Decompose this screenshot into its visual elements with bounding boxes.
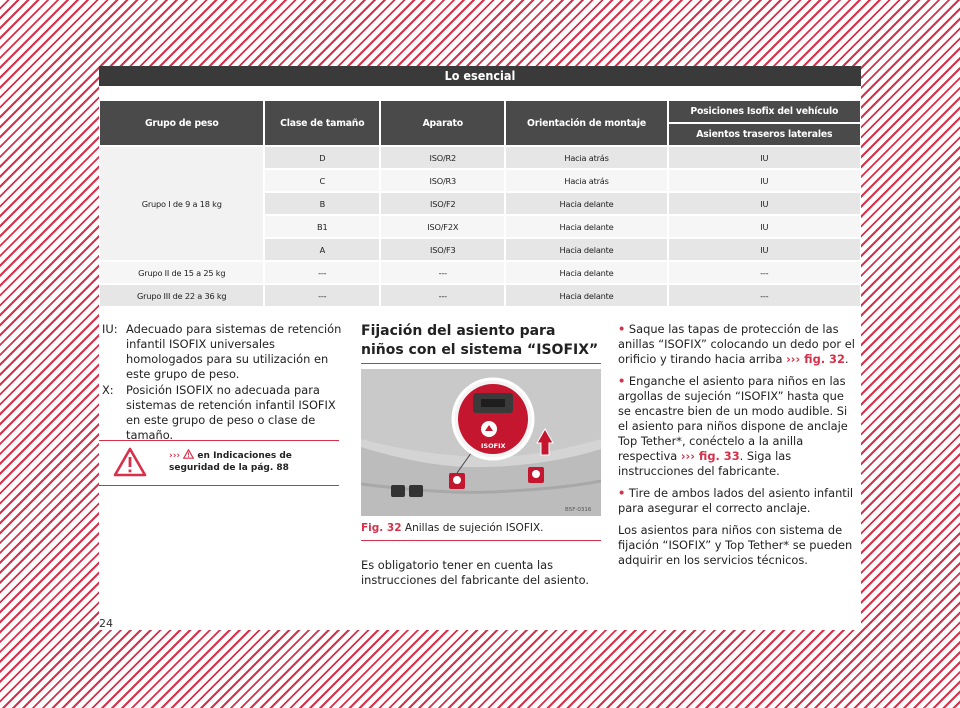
th-device: Aparato	[380, 100, 505, 146]
table-cell: IU	[668, 238, 861, 261]
table-cell: IU	[668, 192, 861, 215]
th-size-class: Clase de tamaño	[264, 100, 380, 146]
table-row	[99, 146, 861, 169]
table-cell: Hacia atrás	[505, 146, 667, 169]
figure-isofix	[361, 369, 601, 516]
bullet-icon: •	[618, 322, 626, 336]
table-cell: A	[264, 238, 380, 261]
table-cell: Grupo I de 9 a 18 kg	[99, 146, 264, 261]
th-rear-seats: Asientos traseros laterales	[668, 123, 861, 146]
instructions-column	[618, 322, 858, 575]
table-cell: Hacia delante	[505, 238, 667, 261]
warning-icon	[113, 447, 147, 477]
table-cell: ISO/R2	[380, 146, 505, 169]
figure-tag: ISOFIX	[481, 442, 506, 450]
figure-code: B5F-0316	[565, 507, 592, 513]
note-text: Posición ISOFIX no adecuada para sistemas de retención infantil ISOFIX en este grupo de peso o clase de tamaño.	[126, 383, 336, 442]
table-cell: ---	[264, 284, 380, 307]
note-x	[102, 383, 342, 443]
table-cell: D	[264, 146, 380, 169]
page-number: 24	[99, 617, 113, 630]
table-cell: ISO/R3	[380, 169, 505, 192]
table-cell: ---	[668, 284, 861, 307]
table-row	[99, 284, 861, 307]
list-text: . Siga las instrucciones del fabricante.	[618, 449, 792, 478]
note-key: IU:	[102, 322, 118, 336]
table-cell: Grupo III de 22 a 36 kg	[99, 284, 264, 307]
body-paragraph: Es obligatorio tener en cuenta las instrucciones del fabricante del asiento.	[361, 558, 589, 587]
table-cell: IU	[668, 169, 861, 192]
fig-link[interactable]: ››› fig. 32	[786, 352, 845, 366]
table-cell: Hacia delante	[505, 261, 667, 284]
warning-text: en Indicaciones de seguridad de la pág. 88	[169, 451, 292, 473]
ref-arrows: ›››	[169, 451, 181, 461]
figure-caption	[361, 522, 601, 534]
table-cell: ---	[380, 284, 505, 307]
warning-link[interactable]	[169, 449, 334, 474]
list-item	[618, 486, 858, 516]
fig-link[interactable]: ››› fig. 33	[680, 449, 740, 463]
note-iu	[102, 322, 342, 382]
list-text: .	[844, 352, 849, 366]
legend-notes	[102, 322, 342, 444]
table-cell: Hacia delante	[505, 192, 667, 215]
table-cell: ---	[380, 261, 505, 284]
table-cell: Grupo II de 15 a 25 kg	[99, 261, 264, 284]
th-positions: Posiciones Isofix del vehículo	[668, 100, 861, 123]
table-cell: B	[264, 192, 380, 215]
section-title: Fijación del asiento para niños con el sistema “ISOFIX”	[361, 322, 601, 364]
isofix-table	[99, 100, 861, 307]
list-text: Tire de ambos lados del asiento infantil para asegurar el correcto anclaje.	[618, 486, 854, 515]
table-cell: Hacia delante	[505, 284, 667, 307]
table-cell: C	[264, 169, 380, 192]
th-orientation: Orientación de montaje	[505, 100, 667, 146]
warning-box	[99, 440, 339, 486]
table-cell: ISO/F2X	[380, 215, 505, 238]
small-warning-icon	[183, 449, 194, 459]
isofix-illustration	[361, 369, 601, 516]
table-cell: Hacia atrás	[505, 169, 667, 192]
table-cell: ISO/F2	[380, 192, 505, 215]
table-row	[99, 261, 861, 284]
list-item	[618, 374, 858, 479]
table-cell: ---	[668, 261, 861, 284]
paragraph: Los asientos para niños con sistema de fijación “ISOFIX” y Top Tether* se pueden adquirir en los servicios técnicos.	[618, 523, 853, 567]
caption-label: Fig. 32	[361, 522, 402, 534]
table-cell: IU	[668, 146, 861, 169]
th-group: Grupo de peso	[99, 100, 264, 146]
list-item	[618, 322, 858, 367]
bullet-icon: •	[618, 486, 626, 500]
caption-text: Anillas de sujeción ISOFIX.	[404, 522, 544, 534]
note-key: X:	[102, 383, 114, 397]
table-cell: B1	[264, 215, 380, 238]
note-text: Adecuado para sistemas de retención infantil ISOFIX universales homologados para su utilización en este grupo de peso.	[126, 322, 342, 381]
bullet-icon: •	[618, 374, 626, 388]
table-cell: Hacia delante	[505, 215, 667, 238]
page	[99, 66, 861, 630]
list-text: Saque las tapas de protección de las anillas “ISOFIX” colocando un dedo por el orificio y tirando hacia arriba	[618, 322, 855, 366]
table-cell: ---	[264, 261, 380, 284]
list-text: Enganche el asiento para niños en las argollas de sujeción “ISOFIX” hasta que se encastre bien de un modo audible. Si el asiento para niños dispone de anclaje Top Tether*, conéctelo a la anilla respectiva	[618, 374, 848, 463]
divider	[361, 540, 601, 541]
table-cell: IU	[668, 215, 861, 238]
page-header: Lo esencial	[99, 66, 861, 86]
table-cell: ISO/F3	[380, 238, 505, 261]
